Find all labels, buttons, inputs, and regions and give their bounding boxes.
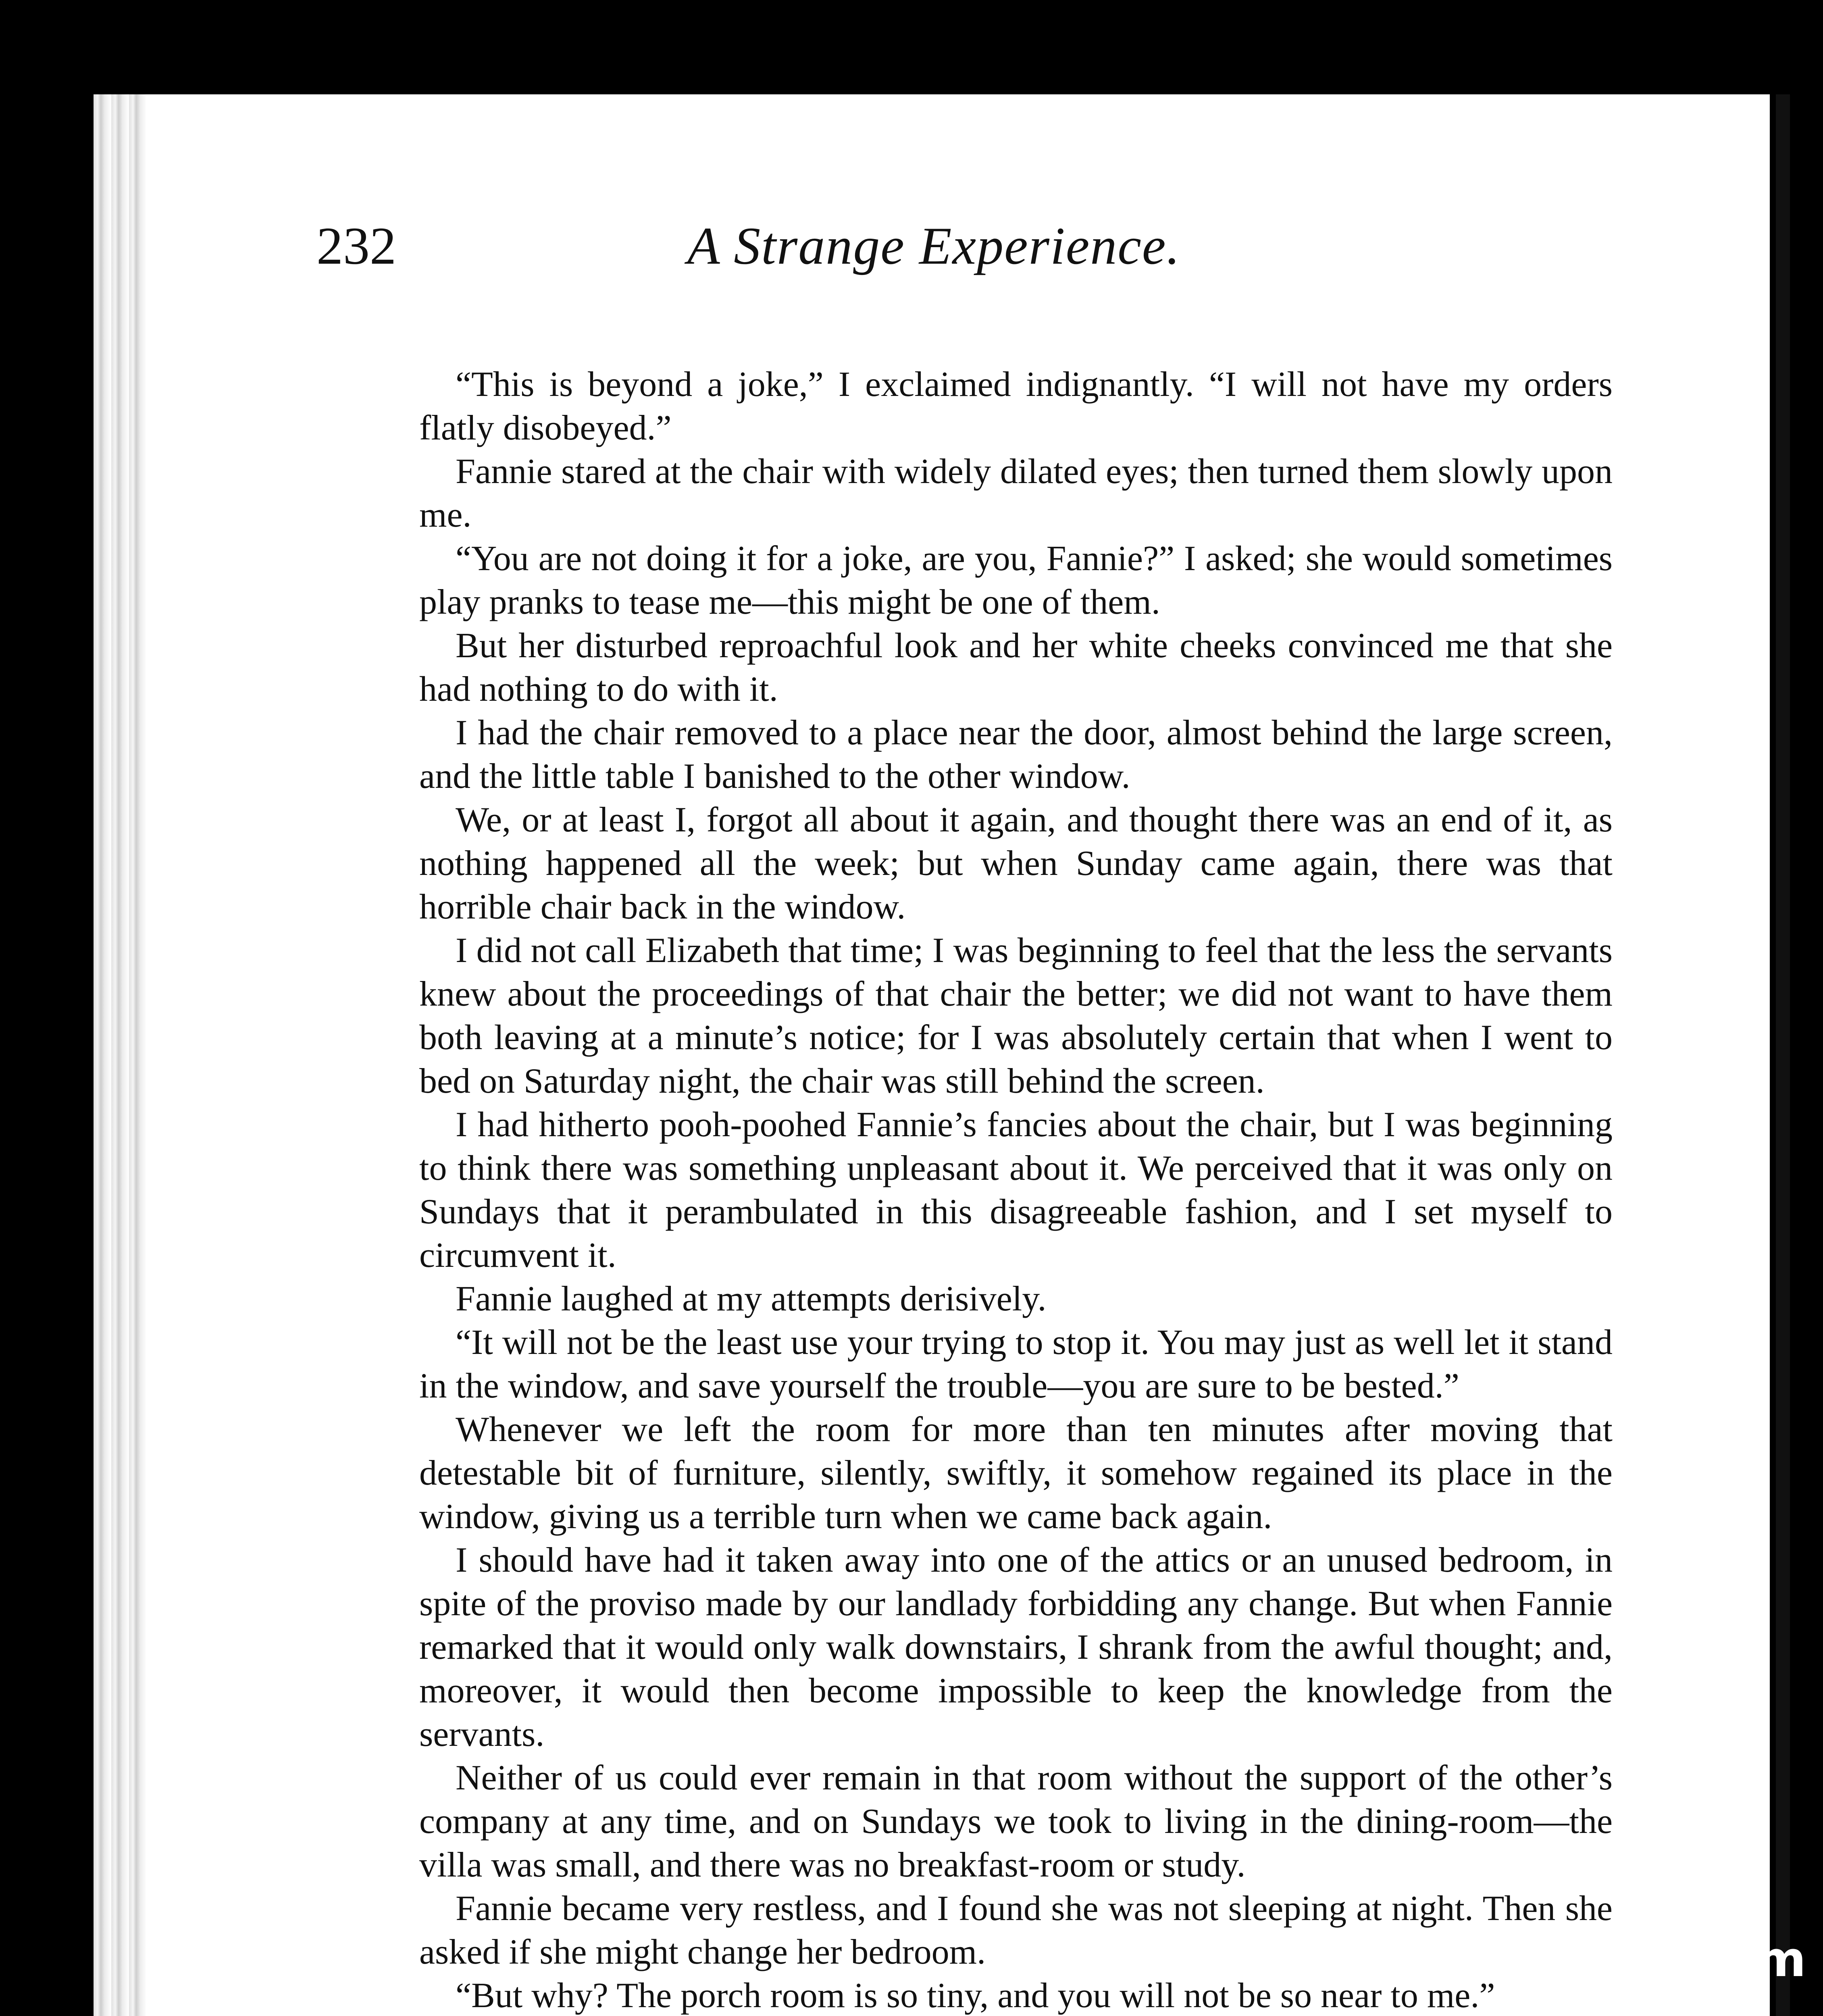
paragraph: “But why? The porch room is so tiny, and you will not be so near to me.” bbox=[456, 1976, 1495, 2015]
paragraph: Fannie laughed at my attempts derisively. bbox=[456, 1279, 1047, 1318]
site-watermark: comicbooks.com bbox=[1345, 1932, 1807, 1988]
paragraph: “It will not be the least use your trying to stop it. You may just as well let it stand in the window, and save yourself the trouble—you are sure to be bested.” bbox=[419, 1323, 1613, 1406]
paragraph: We, or at least I, forgot all about it again, and thought there was an end of it, as nothing happened all the week; but when Sunday came again, there was that horrible chair back in the window. bbox=[419, 800, 1613, 927]
paragraph: Fannie became very restless, and I found she was not sleeping at night. Then she asked if she might change her bedroom. bbox=[419, 1889, 1613, 1972]
paragraph: “You are not doing it for a joke, are you, Fannie?” I asked; she would sometimes play pranks to tease me—this might be one of them. bbox=[419, 539, 1613, 622]
page-number: 232 bbox=[316, 216, 396, 275]
paragraph: I should have had it taken away into one of the attics or an unused bedroom, in spite of the proviso made by our landlady forbidding any change. But when Fannie remarked that it would only walk downstairs, I shrank from the awful thought; and, moreover, it would then become impossible to keep the knowledge from the servants. bbox=[419, 1541, 1613, 1754]
page-gutter-shadow bbox=[94, 94, 146, 2016]
paragraph: Fannie stared at the chair with widely dilated eyes; then turned them slowly upon me. bbox=[419, 452, 1613, 535]
paragraph: I had hitherto pooh-poohed Fannie’s fancies about the chair, but I was beginning to think there was something unpleasant about it. We perceived that it was only on Sundays that it perambulated in this disagreeable fashion, and I set myself to circumvent it. bbox=[419, 1105, 1613, 1275]
page-header bbox=[316, 198, 1631, 294]
body-text bbox=[419, 363, 1613, 2016]
paragraph: Neither of us could ever remain in that room without the support of the other’s company at any time, and on Sundays we took to living in the dining-room—the villa was small, and there was no breakfast-room or study. bbox=[419, 1758, 1613, 1885]
paragraph: I had the chair removed to a place near the door, almost behind the large screen, and the little table I banished to the other window. bbox=[419, 713, 1613, 796]
paragraph: Whenever we left the room for more than ten minutes after moving that detestable bit of furniture, silently, swiftly, it somehow regained its place in the window, giving us a terrible turn when we came back again. bbox=[419, 1410, 1613, 1536]
paragraph: I did not call Elizabeth that time; I was beginning to feel that the less the servants knew about the proceedings of that chair the better; we did not want to have them both leaving at a minute’s notice; for I was absolutely certain that when I went to bed on Saturday night, the chair was still behind the screen. bbox=[419, 931, 1613, 1101]
running-title: A Strange Experience. bbox=[687, 216, 1181, 275]
paragraph: But her disturbed reproachful look and her white cheeks convinced me that she had nothing to do with it. bbox=[419, 626, 1613, 709]
paragraph: “This is beyond a joke,” I exclaimed indignantly. “I will not have my orders flatly disobeyed.” bbox=[419, 365, 1613, 448]
next-page-edge bbox=[1776, 94, 1790, 2016]
